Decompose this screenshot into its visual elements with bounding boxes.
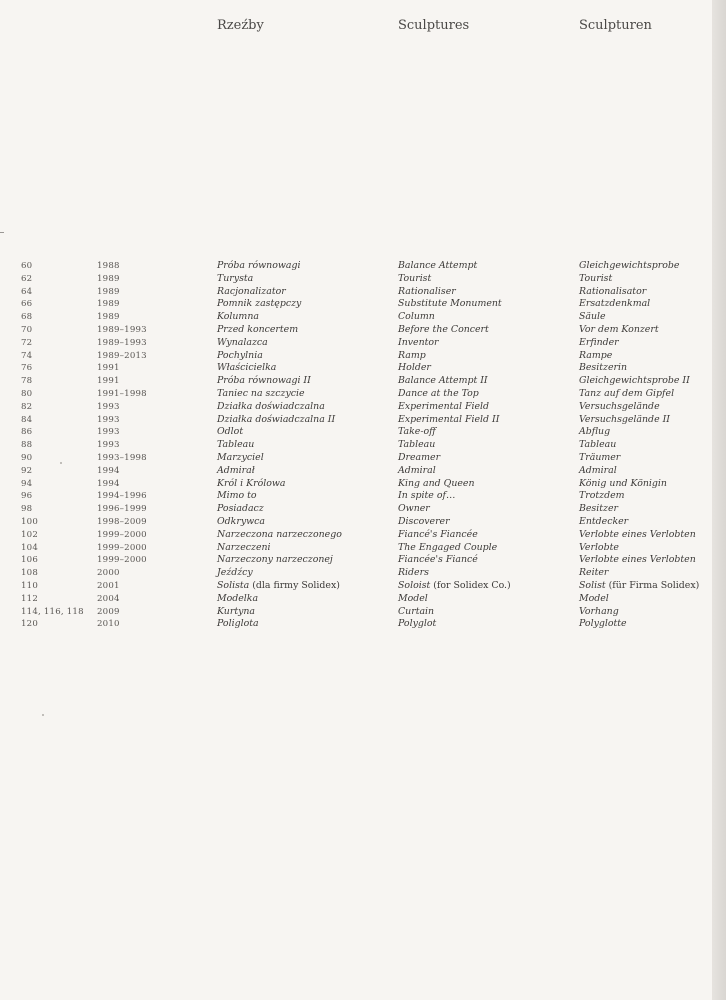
year: 2009 (97, 606, 120, 617)
title-polish (217, 426, 243, 439)
title-english-text: Discoverer (398, 515, 450, 527)
year: 1989 (97, 299, 120, 310)
index-row (0, 606, 712, 619)
title-polish (217, 401, 325, 414)
index-row (0, 554, 712, 567)
index-row (0, 529, 712, 542)
page-number: 114, 116, 118 (21, 606, 84, 617)
year: 1988 (97, 261, 120, 271)
year: 2000 (97, 568, 120, 579)
title-german-text: Tableau (579, 439, 617, 451)
title-english (398, 567, 429, 580)
index-row (0, 286, 712, 299)
year: 1998–2009 (97, 516, 147, 527)
title-german-text: Entdecker (579, 515, 629, 527)
title-polish-text: Mimo to (217, 490, 257, 502)
page-number: 92 (21, 465, 33, 476)
year: 2010 (97, 619, 120, 630)
year: 1989–1993 (97, 337, 147, 348)
title-english-text: Holder (398, 362, 431, 374)
year: 1993 (97, 401, 120, 412)
title-german-text: Verlobte eines Verlobten (579, 528, 696, 540)
title-polish-text: Kolumna (217, 311, 259, 323)
title-polish (217, 452, 264, 465)
title-english-text: Owner (398, 503, 430, 515)
page-number: 112 (21, 593, 39, 604)
title-polish-text: Jeźdźcy (217, 567, 253, 579)
title-english (398, 490, 455, 503)
page-number: 120 (21, 619, 39, 630)
title-polish (217, 286, 286, 299)
title-polish-text: Pomnik zastępczy (217, 298, 302, 310)
title-german (579, 516, 628, 529)
title-german-text: Gleichgewichtsprobe (579, 260, 680, 271)
index-row (0, 426, 712, 439)
title-german (579, 311, 606, 324)
title-english-note: (for Solidex Co.) (430, 579, 511, 591)
title-german-text: Admiral (579, 464, 617, 476)
page-number: 82 (21, 401, 33, 412)
title-english (398, 362, 431, 375)
year: 1994 (97, 465, 120, 476)
title-german (579, 567, 608, 580)
index-row (0, 593, 712, 606)
page-number: 64 (21, 286, 33, 297)
title-english (398, 516, 450, 529)
title-english-text: Model (398, 592, 428, 604)
title-german (579, 490, 625, 503)
title-english (398, 298, 502, 311)
title-german (579, 593, 609, 606)
title-polish (217, 618, 259, 631)
title-german (579, 606, 619, 619)
title-german (579, 554, 696, 567)
title-english (398, 554, 478, 567)
title-english-text: Tableau (398, 439, 436, 451)
year: 1993 (97, 414, 120, 425)
title-german-text: Vor dem Konzert (579, 323, 659, 335)
index-row (0, 298, 712, 311)
margin-mark (0, 232, 4, 233)
title-polish (217, 273, 253, 286)
index-row (0, 337, 712, 350)
index-row (0, 478, 712, 491)
title-german-text: Tanz auf dem Gipfel (579, 387, 675, 399)
page-number: 108 (21, 568, 39, 579)
title-german-text: Versuchsgelände II (579, 413, 670, 425)
title-english (398, 286, 456, 299)
index-row (0, 452, 712, 465)
title-german-text: Gleichgewichtsprobe II (579, 375, 690, 387)
title-english (398, 465, 436, 478)
year: 1994 (97, 478, 120, 489)
index-row (0, 618, 712, 631)
index-row (0, 324, 712, 337)
title-polish (217, 465, 255, 478)
title-polish-text: Działka doświadczalna (217, 400, 325, 412)
year: 1989–2013 (97, 350, 147, 361)
title-english (398, 311, 435, 324)
title-english (398, 618, 436, 631)
title-english-text: Curtain (398, 605, 435, 617)
page-number: 86 (21, 427, 33, 438)
title-german (579, 298, 650, 311)
page-number: 62 (21, 273, 33, 284)
title-english (398, 426, 436, 439)
header-polish: Rzeźby (217, 18, 264, 33)
title-english-text: Admiral (398, 464, 436, 476)
title-polish-text: Odlot (217, 426, 244, 438)
page-number: 106 (21, 555, 39, 566)
page-number: 98 (21, 504, 33, 515)
title-polish (217, 388, 305, 401)
header-english: Sculptures (398, 18, 470, 33)
title-english (398, 375, 488, 388)
title-english-text: Dance at the Top (398, 387, 479, 399)
title-german (579, 260, 679, 273)
year: 1989 (97, 286, 120, 297)
title-polish-text: Narzeczona narzeczonego (217, 528, 342, 540)
index-row (0, 273, 712, 286)
title-english-text: Fiancé's Fiancée (398, 528, 478, 540)
year: 1994–1996 (97, 491, 147, 502)
title-polish-text: Pochylnia (217, 349, 263, 361)
year: 1989 (97, 273, 120, 284)
title-german-text: Verlobte eines Verlobten (579, 554, 696, 566)
index-row (0, 439, 712, 452)
title-polish-text: Narzeczony narzeczonej (217, 554, 333, 566)
page-number: 60 (21, 261, 33, 271)
index-row (0, 542, 712, 555)
title-polish (217, 311, 259, 324)
page-number: 88 (21, 440, 33, 451)
title-english (398, 414, 499, 427)
title-english-text: Experimental Field II (398, 413, 500, 425)
index-row (0, 414, 712, 427)
title-german (579, 580, 699, 593)
title-german-text: Vorhang (579, 605, 619, 617)
title-english (398, 542, 497, 555)
page-number: 96 (21, 491, 33, 502)
page-number: 74 (21, 350, 33, 361)
index-row (0, 350, 712, 363)
title-german-text: Verlobte (579, 541, 619, 553)
sculpture-index (0, 260, 712, 631)
title-polish-text: Turysta (217, 272, 254, 284)
title-german (579, 375, 690, 388)
year: 1993 (97, 440, 120, 451)
title-polish-text: Racjonalizator (217, 285, 286, 297)
title-polish (217, 337, 268, 350)
title-english (398, 401, 489, 414)
year: 1991–1998 (97, 388, 147, 399)
index-row (0, 401, 712, 414)
page-number: 104 (21, 542, 39, 553)
title-german (579, 337, 619, 350)
title-german (579, 618, 627, 631)
title-english (398, 478, 475, 491)
title-english-text: In spite of… (398, 490, 456, 502)
title-english (398, 273, 431, 286)
title-german-text: Säule (579, 311, 606, 323)
title-polish-text: Odkrywca (217, 515, 266, 527)
title-german-text: König und Königin (579, 477, 667, 489)
title-polish (217, 554, 333, 567)
title-german-text: Träumer (579, 451, 621, 463)
title-english (398, 529, 478, 542)
title-english (398, 388, 479, 401)
title-german (579, 503, 618, 516)
title-german-text: Trotzdem (579, 490, 625, 502)
title-german-text: Tourist (579, 272, 613, 284)
header-german: Sculpturen (579, 18, 652, 33)
title-english-text: Experimental Field (398, 400, 490, 412)
title-polish (217, 298, 301, 311)
index-row (0, 490, 712, 503)
title-german-text: Polyglotte (579, 618, 627, 630)
index-row (0, 375, 712, 388)
title-english-text: King and Queen (398, 477, 475, 489)
title-german-text: Versuchsgelände (579, 400, 660, 412)
title-polish (217, 606, 255, 619)
title-polish (217, 414, 335, 427)
title-polish-text: Admirał (217, 464, 255, 476)
title-polish-text: Wynalazca (217, 336, 268, 348)
title-polish-note: (dla firmy Solidex) (249, 579, 340, 591)
index-row (0, 362, 712, 375)
title-polish-text: Próba równowagi (217, 260, 301, 271)
title-polish-text: Przed koncertem (217, 323, 299, 335)
year: 2001 (97, 580, 120, 591)
page-number: 90 (21, 452, 33, 463)
page-number: 70 (21, 324, 33, 335)
title-english-text: Riders (398, 567, 429, 579)
title-polish (217, 260, 300, 273)
title-polish (217, 542, 271, 555)
title-german (579, 426, 610, 439)
title-polish-text: Solista (217, 579, 250, 591)
title-german (579, 350, 612, 363)
title-polish (217, 503, 264, 516)
title-english-text: Rationaliser (398, 285, 456, 297)
title-polish (217, 439, 254, 452)
title-polish (217, 593, 258, 606)
title-polish-text: Poliglota (217, 618, 259, 630)
title-polish (217, 350, 263, 363)
index-row (0, 388, 712, 401)
year: 1999–2000 (97, 555, 147, 566)
title-german (579, 324, 659, 337)
title-german (579, 388, 674, 401)
title-german-text: Model (579, 592, 609, 604)
title-english-text: Dreamer (398, 451, 441, 463)
title-english (398, 452, 440, 465)
title-english (398, 503, 430, 516)
title-polish (217, 580, 340, 593)
title-german-text: Besitzerin (579, 362, 628, 374)
title-german (579, 478, 667, 491)
page-number: 72 (21, 337, 33, 348)
title-polish (217, 490, 257, 503)
title-polish-text: Kurtyna (217, 605, 256, 617)
title-german (579, 401, 660, 414)
page-number: 94 (21, 478, 33, 489)
title-polish (217, 567, 253, 580)
index-row (0, 311, 712, 324)
title-german (579, 439, 616, 452)
title-german (579, 362, 627, 375)
index-row (0, 503, 712, 516)
title-german (579, 286, 646, 299)
title-polish-text: Posiadacz (217, 503, 264, 515)
title-english-text: Column (398, 311, 435, 323)
title-german-note: (für Firma Solidex) (605, 579, 700, 591)
title-english-text: Inventor (398, 336, 439, 348)
year: 1991 (97, 376, 120, 387)
title-german-text: Reiter (579, 567, 609, 579)
page-edge-shadow (712, 0, 726, 1000)
title-english-text: The Engaged Couple (398, 541, 498, 553)
title-polish-text: Taniec na szczycie (217, 387, 305, 399)
title-german-text: Rationalisator (579, 285, 647, 297)
title-german-text: Besitzer (579, 503, 618, 515)
title-polish-text: Właścicielka (217, 362, 277, 374)
index-row (0, 260, 712, 273)
title-german (579, 273, 612, 286)
index-row (0, 465, 712, 478)
year: 1993–1998 (97, 452, 147, 463)
title-german-text: Erfinder (579, 336, 619, 348)
title-german (579, 452, 620, 465)
title-german (579, 542, 619, 555)
year: 2004 (97, 593, 120, 604)
index-row (0, 580, 712, 593)
title-polish (217, 362, 276, 375)
page-number: 66 (21, 299, 33, 310)
title-polish (217, 324, 298, 337)
title-english (398, 439, 435, 452)
page-number: 78 (21, 376, 33, 387)
title-english (398, 606, 434, 619)
page-number: 84 (21, 414, 33, 425)
title-german (579, 465, 617, 478)
title-polish-text: Modelka (217, 592, 259, 604)
title-german (579, 414, 670, 427)
index-row (0, 516, 712, 529)
title-polish (217, 529, 342, 542)
title-english (398, 324, 489, 337)
page-number: 80 (21, 388, 33, 399)
title-english-text: Ramp (398, 349, 426, 361)
year: 1996–1999 (97, 504, 147, 515)
title-polish (217, 375, 311, 388)
title-english-text: Before the Concert (398, 323, 489, 335)
title-polish-text: Marzyciel (217, 451, 264, 463)
title-polish (217, 516, 265, 529)
page-number: 76 (21, 363, 33, 374)
title-english-text: Soloist (398, 579, 431, 591)
year: 1989 (97, 312, 120, 323)
title-english (398, 337, 439, 350)
title-english (398, 580, 511, 593)
year: 1991 (97, 363, 120, 374)
title-english-text: Substitute Monument (398, 298, 502, 310)
title-english-text: Fiancée's Fiancé (398, 554, 478, 566)
title-german-text: Rampe (579, 349, 613, 361)
title-german-text: Ersatzdenkmal (579, 298, 651, 310)
title-english-text: Balance Attempt II (398, 375, 488, 387)
title-german (579, 529, 696, 542)
title-english-text: Take-off (398, 426, 436, 438)
title-polish (217, 478, 285, 491)
year: 1993 (97, 427, 120, 438)
page-number: 100 (21, 516, 39, 527)
title-english-text: Balance Attempt (398, 260, 478, 271)
title-english-text: Polyglot (398, 618, 437, 630)
title-polish-text: Król i Królowa (217, 477, 286, 489)
title-german-text: Abflug (579, 426, 611, 438)
page-number: 68 (21, 312, 33, 323)
title-english (398, 350, 426, 363)
title-polish-text: Próba równowagi II (217, 375, 311, 387)
title-polish-text: Działka doświadczalna II (217, 413, 336, 425)
title-polish-text: Tableau (217, 439, 255, 451)
year: 1999–2000 (97, 529, 147, 540)
year: 1999–2000 (97, 542, 147, 553)
index-row (0, 567, 712, 580)
page-number: 102 (21, 529, 39, 540)
title-polish-text: Narzeczeni (217, 541, 271, 553)
title-english-text: Tourist (398, 272, 432, 284)
title-german-text: Solist (579, 579, 606, 591)
title-english (398, 260, 477, 273)
title-english (398, 593, 428, 606)
year: 1989–1993 (97, 324, 147, 335)
page-number: 110 (21, 580, 39, 591)
paper-speck (42, 714, 44, 716)
